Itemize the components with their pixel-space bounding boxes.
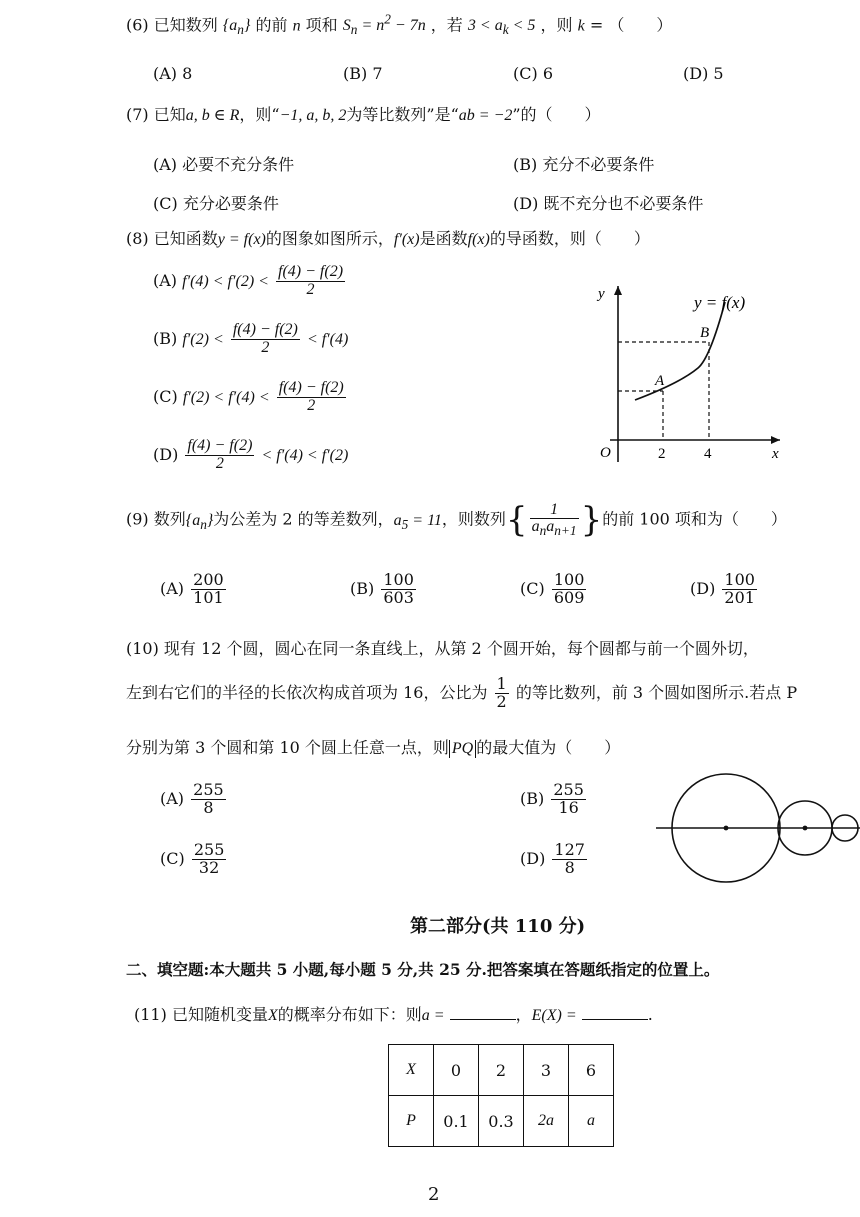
circles-figure: [650, 770, 860, 890]
table-cell: 3: [524, 1045, 569, 1096]
question-11: (11) 已知随机变量X的概率分布如下：则a = ，E(X) = .: [134, 1005, 653, 1024]
answer-blank-a[interactable]: [450, 1005, 516, 1020]
table-cell: 0: [434, 1045, 479, 1096]
center-dot-2: [803, 826, 808, 831]
q8-option-a[interactable]: (A) f′(4) < f′(2) < $\frac{f(4) - f(2)}{2}$: [153, 263, 344, 298]
q6-option-d[interactable]: (D) 5: [683, 64, 724, 83]
q6-option-b[interactable]: (B) 7: [343, 64, 383, 83]
table-cell: 0.3: [479, 1096, 524, 1147]
question-10-line-1: (10) 现有 12 个圆，圆心在同一条直线上，从第 2 个圆开始，每个圆都与前一个圆外切，: [126, 639, 759, 658]
table-cell: 0.1: [434, 1096, 479, 1147]
question-7: (7) 已知a, b ∈ R，则“−1, a, b, 2为等比数列”是“ab = −2”的（ ）: [126, 105, 601, 124]
q7-option-b[interactable]: (B) 充分不必要条件: [513, 155, 655, 174]
q8-option-d[interactable]: (D) $\frac{f(4) - f(2)}{2}$ < f′(4) < f′(2): [153, 437, 349, 472]
section-2-heading: 二、填空题:本大题共 5 小题,每小题 5 分,共 25 分.把答案填在答题纸指定的位置上。: [126, 960, 720, 979]
table-row: [389, 1096, 614, 1147]
y-axis-label: y: [598, 286, 605, 302]
q9-option-a[interactable]: (A) $\frac{200}{101}$: [160, 570, 224, 607]
q10-option-a[interactable]: (A) $\frac{255}{8}$: [160, 780, 224, 817]
x-axis-label: x: [772, 446, 779, 462]
origin-label: O: [600, 445, 611, 461]
q6-option-a[interactable]: (A) 8: [153, 64, 193, 83]
function-curve: [635, 302, 725, 400]
q6-option-c[interactable]: (C) 6: [513, 64, 553, 83]
point-a-label: A: [655, 373, 665, 389]
x-axis-arrow: [771, 436, 780, 444]
probability-table: [388, 1044, 614, 1147]
q8-option-b[interactable]: (B) f′(2) < $\frac{f(4) - f(2)}{2}$ < f′(4): [153, 321, 349, 356]
question-10-line-2: 左到右它们的半径的长依次构成首项为 16，公比为 $\frac{1}{2}$ 的等比数列，前 3 个圆如图所示.若点 P: [126, 674, 798, 711]
q10-option-b[interactable]: (B) $\frac{255}{16}$: [520, 780, 584, 817]
table-cell: X: [389, 1045, 434, 1096]
table-cell: a: [569, 1096, 614, 1147]
y-axis-arrow: [614, 286, 622, 295]
table-cell: P: [389, 1096, 434, 1147]
q9-option-b[interactable]: (B) $\frac{100}{603}$: [350, 570, 414, 607]
q10-option-d[interactable]: (D) $\frac{127}{8}$: [520, 840, 585, 877]
q8-option-c[interactable]: (C) f′(2) < f′(4) < $\frac{f(4) - f(2)}{2}$: [153, 379, 344, 414]
point-b-label: B: [700, 325, 710, 341]
curve-label: y = f(x): [694, 293, 746, 312]
q10-option-c[interactable]: (C) $\frac{255}{32}$: [160, 840, 225, 877]
question-9: (9) 数列$\{a_n\}$为公差为 2 的等差数列，$a_5 = 11$，则数列{ $\frac{1}{a_na_{n+1}}$ }的前 100 项和为（ ）: [126, 500, 787, 540]
answer-blank-ex[interactable]: [582, 1005, 648, 1020]
function-graph: [590, 280, 790, 470]
page-number: 2: [428, 1184, 440, 1205]
table-cell: 6: [569, 1045, 614, 1096]
table-cell: 2: [479, 1045, 524, 1096]
question-8: (8) 已知函数y = f(x)的图象如图所示，f′(x)是函数f(x)的导函数，则（ ）: [126, 229, 650, 248]
tick-4-label: 4: [704, 446, 712, 462]
q7-option-a[interactable]: (A) 必要不充分条件: [153, 155, 295, 174]
table-row: [389, 1045, 614, 1096]
q7-option-c[interactable]: (C) 充分必要条件: [153, 194, 279, 213]
q9-option-c[interactable]: (C) $\frac{100}{609}$: [520, 570, 585, 607]
question-10-line-3: 分别为第 3 个圆和第 10 个圆上任意一点，则 PQ 的最大值为（ ）: [126, 738, 621, 757]
tick-2-label: 2: [658, 446, 666, 462]
question-6: (6) 已知数列 $\{a_n\}$ 的前 n 项和 $S_n = n^2 - 7n$ ，若 $3 < a_k < 5$ ，则 k = （ ）: [126, 12, 673, 38]
center-dot-1: [724, 826, 729, 831]
table-cell: 2a: [524, 1096, 569, 1147]
q9-option-d[interactable]: (D) $\frac{100}{201}$: [690, 570, 755, 607]
part-2-title: 第二部分(共 110 分): [410, 916, 586, 937]
q7-option-d[interactable]: (D) 既不充分也不必要条件: [513, 194, 704, 213]
